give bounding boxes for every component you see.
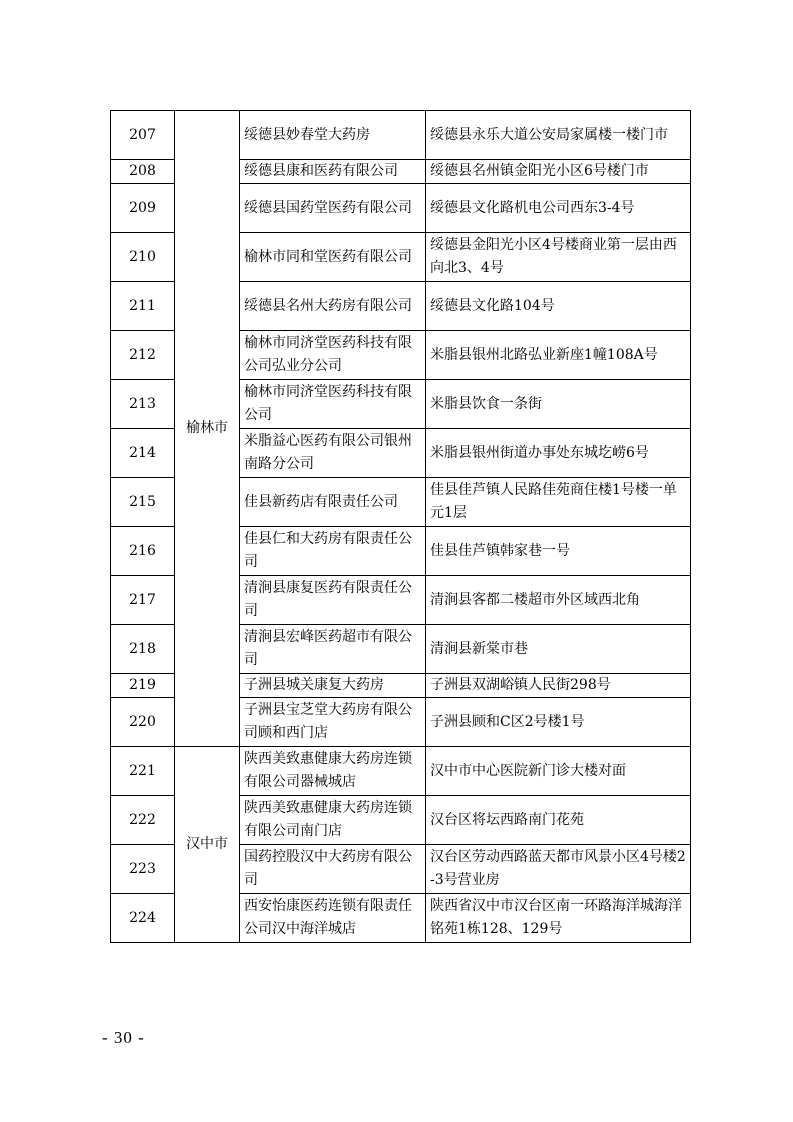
row-number: 217 xyxy=(111,576,175,625)
pharmacy-address: 清涧县新棠市巷 xyxy=(426,625,691,674)
pharmacy-name: 清涧县宏峰医药超市有限公司 xyxy=(240,625,426,674)
pharmacy-name: 佳县仁和大药房有限责任公司 xyxy=(240,527,426,576)
table-row xyxy=(111,111,691,160)
row-number: 220 xyxy=(111,698,175,747)
pharmacy-name: 绥德县妙春堂大药房 xyxy=(240,111,426,160)
row-number: 215 xyxy=(111,478,175,527)
row-number: 211 xyxy=(111,282,175,331)
pharmacy-address: 汉中市中心医院新门诊大楼对面 xyxy=(426,747,691,796)
pharmacy-address: 绥德县文化路104号 xyxy=(426,282,691,331)
table-row xyxy=(111,747,691,796)
pharmacy-address: 汉台区劳动西路蓝天都市风景小区4号楼2-3号营业房 xyxy=(426,845,691,894)
pharmacy-name: 榆林市同和堂医药有限公司 xyxy=(240,233,426,282)
pharmacy-address: 佳县佳芦镇韩家巷一号 xyxy=(426,527,691,576)
row-number: 213 xyxy=(111,380,175,429)
pharmacy-address: 佳县佳芦镇人民路佳苑商住楼1号楼一单元1层 xyxy=(426,478,691,527)
pharmacy-name: 绥德县国药堂医药有限公司 xyxy=(240,184,426,233)
pharmacy-name: 清涧县康复医药有限责任公司 xyxy=(240,576,426,625)
pharmacy-address: 绥德县永乐大道公安局家属楼一楼门市 xyxy=(426,111,691,160)
pharmacy-name: 西安怡康医药连锁有限责任公司汉中海洋城店 xyxy=(240,894,426,943)
row-number: 224 xyxy=(111,894,175,943)
pharmacy-name: 米脂益心医药有限公司银州南路分公司 xyxy=(240,429,426,478)
city-cell-yulin: 榆林市 xyxy=(175,111,240,747)
pharmacy-name: 国药控股汉中大药房有限公司 xyxy=(240,845,426,894)
pharmacy-name: 陕西美致惠健康大药房连锁有限公司器械城店 xyxy=(240,747,426,796)
pharmacy-name: 子洲县宝芝堂大药房有限公司顾和西门店 xyxy=(240,698,426,747)
row-number: 218 xyxy=(111,625,175,674)
row-number: 212 xyxy=(111,331,175,380)
pharmacy-address: 绥德县名州镇金阳光小区6号楼门市 xyxy=(426,160,691,184)
row-number: 214 xyxy=(111,429,175,478)
row-number: 207 xyxy=(111,111,175,160)
pharmacy-name: 绥德县名州大药房有限公司 xyxy=(240,282,426,331)
pharmacy-address: 清涧县客都二楼超市外区域西北角 xyxy=(426,576,691,625)
pharmacy-name: 榆林市同济堂医药科技有限公司弘业分公司 xyxy=(240,331,426,380)
pharmacy-table xyxy=(110,110,691,943)
row-number: 223 xyxy=(111,845,175,894)
row-number: 221 xyxy=(111,747,175,796)
pharmacy-address: 子洲县顾和C区2号楼1号 xyxy=(426,698,691,747)
row-number: 222 xyxy=(111,796,175,845)
row-number: 219 xyxy=(111,674,175,698)
row-number: 210 xyxy=(111,233,175,282)
pharmacy-name: 榆林市同济堂医药科技有限公司 xyxy=(240,380,426,429)
pharmacy-name: 佳县新药店有限责任公司 xyxy=(240,478,426,527)
pharmacy-address: 绥德县金阳光小区4号楼商业第一层由西向北3、4号 xyxy=(426,233,691,282)
pharmacy-address: 陕西省汉中市汉台区南一环路海洋城海洋铭苑1栋128、129号 xyxy=(426,894,691,943)
pharmacy-address: 绥德县文化路机电公司西东3-4号 xyxy=(426,184,691,233)
pharmacy-address: 子洲县双湖峪镇人民街298号 xyxy=(426,674,691,698)
pharmacy-address: 米脂县饮食一条街 xyxy=(426,380,691,429)
page-number: - 30 - xyxy=(102,1028,145,1047)
pharmacy-name: 绥德县康和医药有限公司 xyxy=(240,160,426,184)
row-number: 216 xyxy=(111,527,175,576)
pharmacy-address: 汉台区将坛西路南门花苑 xyxy=(426,796,691,845)
row-number: 208 xyxy=(111,160,175,184)
city-cell-hanzhong: 汉中市 xyxy=(175,747,240,943)
pharmacy-name: 陕西美致惠健康大药房连锁有限公司南门店 xyxy=(240,796,426,845)
pharmacy-address: 米脂县银州北路弘业新座1幢108A号 xyxy=(426,331,691,380)
pharmacy-address: 米脂县银州街道办事处东城圪崂6号 xyxy=(426,429,691,478)
pharmacy-name: 子洲县城关康复大药房 xyxy=(240,674,426,698)
row-number: 209 xyxy=(111,184,175,233)
